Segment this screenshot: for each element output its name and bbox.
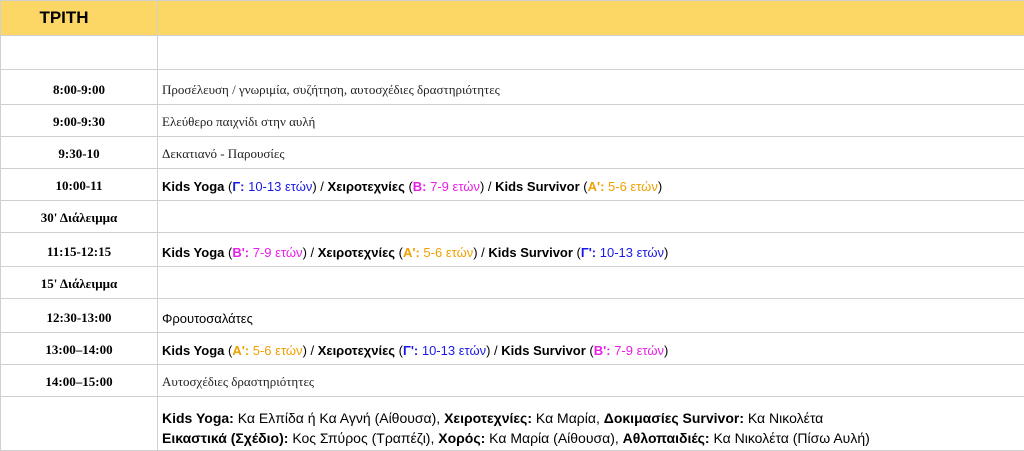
separator-text: ) / [303,245,318,260]
group-label: Γ': [581,245,596,260]
note-value: Κα Ελπίδα ή Κα Αγνή (Αίθουσα), [234,410,444,426]
time-cell[interactable] [1,169,158,201]
age-range: 5-6 ετών [420,245,473,260]
age-range: 10-13 ετών [596,245,664,260]
group-label: Β: [413,179,427,194]
group-label: Γ': [403,343,418,358]
separator-text: ( [395,343,403,358]
separator-text: ( [224,343,232,358]
age-range: 5-6 ετών [249,343,302,358]
time-label: 12:30-13:00 [1,310,157,332]
activity-name: Χειροτεχνίες [328,179,405,194]
table-row [1,267,1024,299]
note-value: Κα Μαρία, [532,410,604,426]
note-key: Kids Yoga: [162,410,234,426]
activity-name: Kids Survivor [495,179,580,194]
activity-name: Kids Yoga [162,245,224,260]
day-title: ΤΡΙΤΗ [1,8,157,28]
time-label: 11:15-12:15 [1,244,157,266]
age-range: 10-13 ετών [244,179,312,194]
break-label: 15' Διάλειμμα [1,276,157,298]
notes-line-2 [162,430,870,446]
activity-label: Προσέλευση / γνωριμία, συζήτηση, αυτοσχέδιες δραστηριότητες [158,82,1024,104]
activity-cell[interactable] [158,233,1024,267]
activity-name: Kids Survivor [488,245,573,260]
notes-line-1 [162,410,823,426]
separator-text: ) / [473,245,488,260]
time-label: 8:00-9:00 [1,82,157,104]
blank-row [1,36,1024,70]
blank-cell[interactable] [158,36,1024,70]
separator-text: ( [224,179,232,194]
time-cell[interactable] [1,233,158,267]
group-label: Α': [403,245,420,260]
note-key: Αθλοπαιδιές: [623,430,710,446]
activity-label: Αυτοσχέδιες δραστηριότητες [158,374,1024,396]
activity-cell[interactable] [158,105,1024,137]
table-row [1,70,1024,105]
group-label: Α': [232,343,249,358]
activity-name: Kids Yoga [162,343,224,358]
table-row [1,299,1024,333]
time-cell[interactable] [1,299,158,333]
separator-text: ) / [480,179,495,194]
time-cell[interactable] [1,365,158,397]
activity-label: Φρουτοσαλάτες [158,311,1024,332]
time-label: 14:00–15:00 [1,374,157,396]
activity-cell[interactable] [158,201,1024,233]
notes-blank-cell[interactable] [1,397,158,451]
separator-text: ( [405,179,413,194]
time-cell[interactable] [1,267,158,299]
day-header-cell[interactable] [1,1,158,36]
table-row [1,365,1024,397]
table-row [1,137,1024,169]
activity-name: Χειροτεχνίες [318,343,395,358]
note-value: Κος Σπύρος (Τραπέζι), [288,430,438,446]
activity-name: Kids Yoga [162,179,224,194]
blank-cell[interactable] [1,36,158,70]
time-label: 10:00-11 [1,178,157,200]
age-range: 7-9 ετών [427,179,480,194]
activity-label [158,245,1024,266]
time-cell[interactable] [1,105,158,137]
age-range: 10-13 ετών [418,343,486,358]
header-blank-cell[interactable] [158,1,1024,36]
separator-text: ) / [303,343,318,358]
age-range: 7-9 ετών [611,343,664,358]
separator-text: ( [580,179,588,194]
header-row [1,1,1024,36]
activity-cell[interactable] [158,333,1024,365]
activity-cell[interactable] [158,267,1024,299]
activity-cell[interactable] [158,137,1024,169]
time-label: 9:00-9:30 [1,114,157,136]
activity-cell[interactable] [158,70,1024,105]
separator-text: ( [395,245,403,260]
age-range: 7-9 ετών [249,245,302,260]
activity-label: Ελεύθερο παιχνίδι στην αυλή [158,114,1024,136]
time-label: 13:00–14:00 [1,342,157,364]
activity-cell[interactable] [158,169,1024,201]
activity-cell[interactable] [158,299,1024,333]
activity-name: Kids Survivor [501,343,586,358]
separator-text: ( [573,245,581,260]
break-label: 30' Διάλειμμα [1,210,157,232]
group-label: Γ: [232,179,244,194]
notes-row [1,397,1024,451]
age-range: 5-6 ετών [604,179,657,194]
time-cell[interactable] [1,70,158,105]
activity-label [158,343,1024,364]
staff-notes [158,408,1024,450]
separator-text: ) / [312,179,327,194]
separator-text: ) [664,343,668,358]
group-label: Α': [588,179,605,194]
group-label: Β': [232,245,249,260]
note-value: Κα Μαρία (Αίθουσα), [485,430,622,446]
separator-text: ) / [486,343,501,358]
notes-cell[interactable] [158,397,1024,451]
separator-text: ) [658,179,662,194]
table-row [1,201,1024,233]
group-label: Β': [594,343,611,358]
note-key: Χειροτεχνίες: [444,410,532,426]
activity-cell[interactable] [158,365,1024,397]
activity-name: Χειροτεχνίες [318,245,395,260]
time-cell[interactable] [1,137,158,169]
table-row [1,105,1024,137]
separator-text: ) [664,245,668,260]
table-row [1,333,1024,365]
activity-label [158,179,1024,200]
table-row [1,169,1024,201]
separator-text: ( [586,343,594,358]
note-value: Κα Νικολέτα [744,410,823,426]
note-key: Εικαστικά (Σχέδιο): [162,430,288,446]
activity-label: Δεκατιανό - Παρουσίες [158,146,1024,168]
note-value: Κα Νικολέτα (Πίσω Αυλή) [710,430,870,446]
time-cell[interactable] [1,333,158,365]
separator-text: ( [224,245,232,260]
time-cell[interactable] [1,201,158,233]
table-row [1,233,1024,267]
time-label: 9:30-10 [1,146,157,168]
note-key: Χορός: [438,430,485,446]
note-key: Δοκιμασίες Survivor: [604,410,744,426]
